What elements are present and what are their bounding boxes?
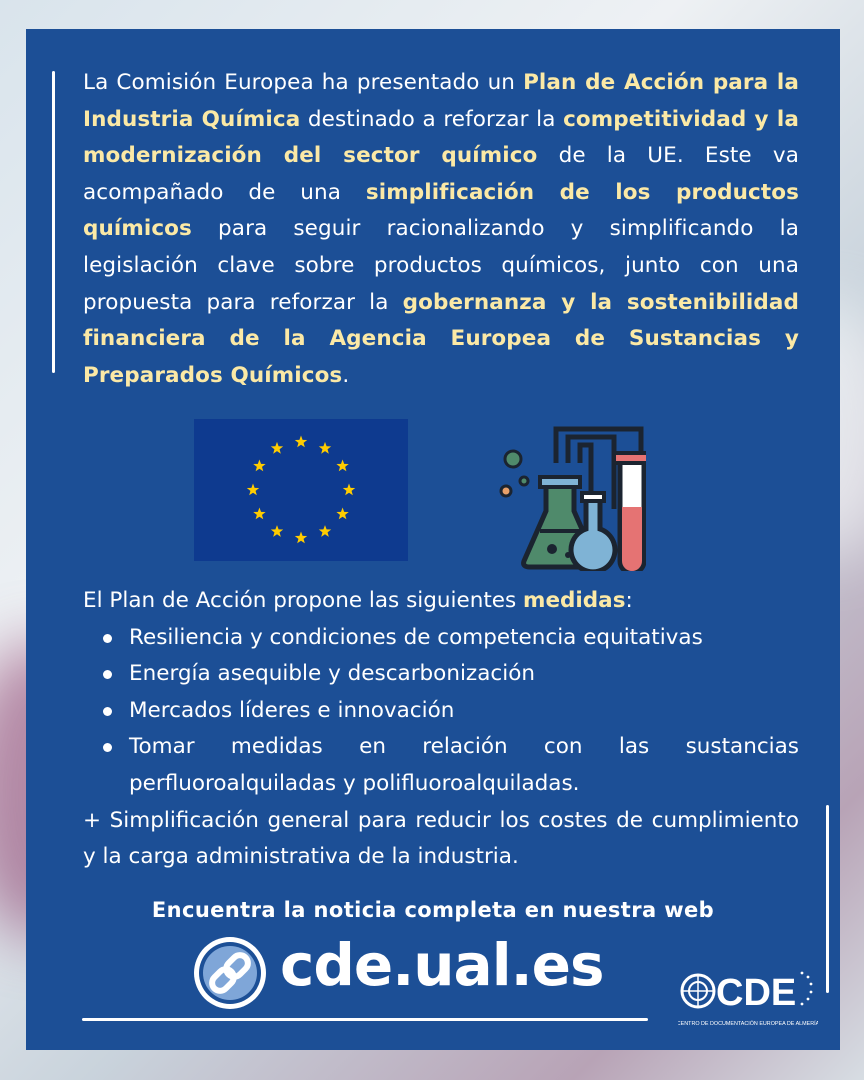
left-accent-line — [52, 71, 55, 373]
list-item-text: Resiliencia y condiciones de competencia equitativas — [129, 624, 703, 650]
intro-highlight: competitividad y la modernización del sector químico — [83, 106, 799, 169]
measures-extra: + Simplificación general para reducir los costes de cumplimiento y la carga administrativa de la industria. — [83, 807, 799, 870]
measures-lead-end: : — [625, 588, 633, 613]
eu-flag-icon — [194, 419, 408, 561]
measures-lead — [83, 583, 799, 620]
flag-star-icon — [319, 525, 331, 537]
measures-list — [83, 620, 799, 803]
intro-highlight: simplificación de los productos químicos — [83, 179, 799, 242]
intro-text: La Comisión Europea ha presentado un — [83, 70, 524, 95]
divider — [82, 1018, 648, 1021]
list-item — [83, 620, 799, 657]
bullet-icon — [103, 670, 112, 679]
flag-star-icon — [336, 460, 348, 472]
measures-lead-highlight: medidas — [523, 588, 626, 613]
intro-highlight: gobernanza y la sostenibilidad financiera de la Agencia Europea de Sustancias y Preparados Químicos — [83, 289, 799, 388]
bullet-icon — [103, 634, 112, 643]
logo-name: CDE — [716, 972, 797, 1014]
intro-paragraph — [83, 65, 799, 394]
intro-text: destinado a reforzar la — [300, 106, 564, 132]
bullet-icon — [103, 707, 112, 716]
laboratory-flasks-icon — [496, 411, 646, 571]
flag-star-icon — [271, 442, 283, 454]
cde-logo — [678, 965, 818, 1029]
logo-subtitle: CENTRO DE DOCUMENTACIÓN EUROPEA DE ALMERÍA — [678, 1021, 818, 1027]
flag-star-icon — [253, 508, 265, 520]
measures-lead-text: El Plan de Acción propone las siguientes — [83, 588, 524, 613]
list-item-text: Tomar medidas en relación con las sustancias perfluoroalquiladas y polifluoroalquiladas. — [129, 734, 799, 796]
measures-section — [83, 583, 799, 876]
website-link[interactable]: cde.ual.es — [280, 931, 604, 999]
flag-star-icon — [336, 508, 348, 520]
content-panel — [26, 29, 840, 1050]
flag-star-icon — [253, 460, 265, 472]
flag-star-icon — [247, 484, 259, 496]
flag-star-icon — [295, 532, 307, 544]
list-item — [83, 693, 799, 730]
intro-text: para seguir racionalizando y simplificando la legislación clave sobre productos químicos, junto con una propuesta para reforzar la — [83, 216, 799, 315]
cta-text: Encuentra la noticia completa en nuestra web — [151, 898, 715, 922]
list-item — [83, 656, 799, 693]
flag-star-icon — [295, 436, 307, 448]
intro-highlight: Plan de Acción para la Industria Química — [83, 70, 799, 132]
flag-star-icon — [271, 525, 283, 537]
intro-text: . — [342, 362, 350, 388]
list-item-text: Mercados líderes e innovación — [129, 697, 455, 723]
link-chain-icon[interactable] — [194, 937, 266, 1009]
list-item — [83, 729, 799, 802]
flag-star-icon — [319, 442, 331, 454]
bullet-icon — [103, 743, 112, 752]
list-item-text: Energía asequible y descarbonización — [129, 661, 535, 687]
intro-text: de la UE. Este va acompañado de una — [83, 143, 799, 205]
flag-star-icon — [343, 484, 355, 496]
